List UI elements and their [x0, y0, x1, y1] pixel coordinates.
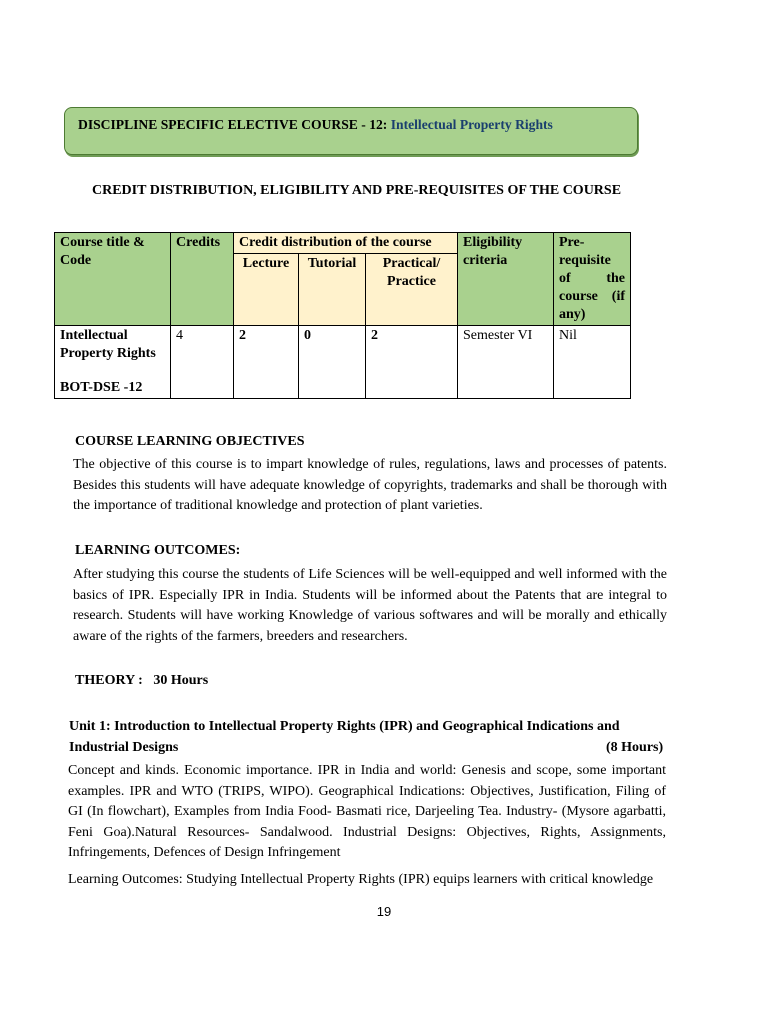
credit-distribution-table [54, 232, 631, 399]
header-tutorial: Tutorial [299, 254, 366, 326]
cell-credits: 4 [171, 326, 234, 399]
table-row [55, 326, 631, 399]
header-credit-distribution: Credit distribution of the course [234, 233, 458, 254]
header-eligibility: Eligibility criteria [458, 233, 554, 326]
banner-course-name: Intellectual Property Rights [390, 117, 553, 132]
unit1-hours: (8 Hours) [606, 740, 664, 755]
header-practical: Practical/ Practice [366, 254, 458, 326]
cell-eligibility: Semester VI [458, 326, 554, 399]
cell-course-code: BOT-DSE -12 [60, 380, 143, 395]
objectives-heading: COURSE LEARNING OBJECTIVES [75, 434, 305, 449]
unit1-body: Concept and kinds. Economic importance. IPR in India and world: Genesis and scope, some important examples. IPR and WTO (TRIPS, WIPO). Geographical Indications: Objectives, Justification, Filing of GI (In flowchart), Examples from India Food- Basmati rice, Darjeeling Tea. Industry- (Mysore agarbatti, Feni Goa).Natural Resources- Sandalwood. Industrial Designs: Objectives, Rights, Assignments, Infringements, Defences of Design Infringement [68, 763, 666, 861]
page-number: 19 [376, 904, 392, 919]
unit1-learning-outcome: Learning Outcomes: Studying Intellectual Property Rights (IPR) equips learners with critical knowledge [68, 872, 654, 887]
header-course-title: Course title & Code [55, 233, 171, 326]
course-title-banner [64, 107, 638, 155]
unit1-title-line1: Unit 1: Introduction to Intellectual Property Rights (IPR) and Geographical Indications and [69, 719, 620, 734]
outcomes-heading: LEARNING OUTCOMES: [75, 543, 241, 558]
theory-hours: 30 Hours [153, 673, 209, 688]
header-credits: Credits [171, 233, 234, 326]
credit-distribution-heading: CREDIT DISTRIBUTION, ELIGIBILITY AND PRE-REQUISITES OF THE COURSE [92, 183, 622, 198]
banner-prefix: DISCIPLINE SPECIFIC ELECTIVE COURSE - 12: [78, 117, 388, 132]
unit1-title-line2: Industrial Designs [69, 740, 179, 755]
cell-course-name: Intellectual Property Rights [60, 328, 156, 361]
theory-label: THEORY : [75, 673, 143, 688]
cell-course [55, 326, 171, 399]
cell-practical: 2 [366, 326, 458, 399]
cell-prerequisite: Nil [554, 326, 631, 399]
table-header-row [55, 233, 631, 254]
theory-heading [75, 673, 208, 689]
header-lecture: Lecture [234, 254, 299, 326]
header-prerequisite: Pre-requisite of the course (if any) [554, 233, 631, 326]
objectives-text: The objective of this course is to impart knowledge of rules, regulations, laws and processes of patents. Besides this students will have adequate knowledge of copyrights, trademarks and shall be thorough with the importance of traditional knowledge and protection of plant varieties. [73, 457, 667, 514]
outcomes-text: After studying this course the students of Life Sciences will be well-equipped and well informed with the basics of IPR. Especially IPR in India. Students will be informed about the Patents that are integral to research. Students will have working Knowledge of various softwares and will be morally and ethically aware of the rights of the farmers, breeders and researchers. [73, 567, 667, 644]
cell-tutorial: 0 [299, 326, 366, 399]
cell-lecture: 2 [234, 326, 299, 399]
